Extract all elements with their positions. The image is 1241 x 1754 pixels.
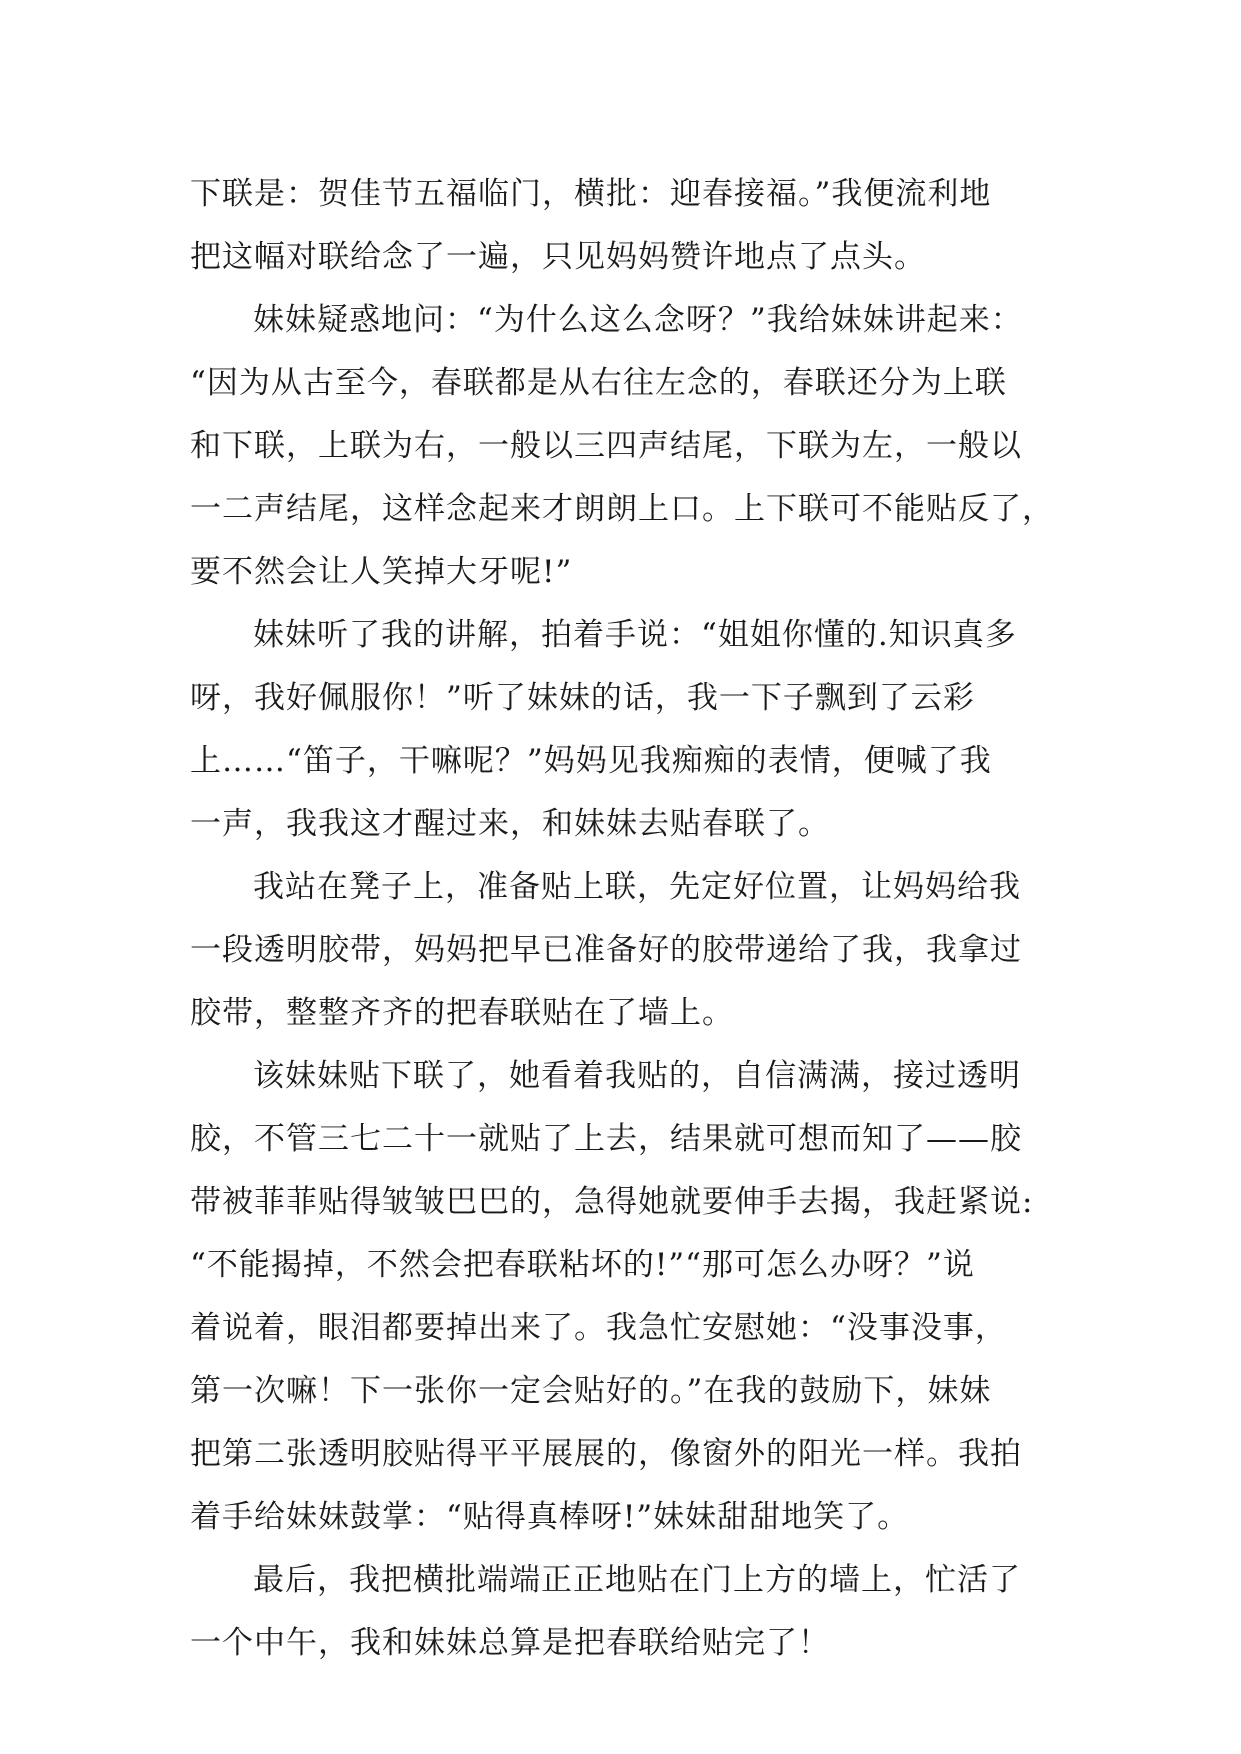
- text-line: 着说着，眼泪都要掉出来了。我急忙安慰她：“没事没事，: [190, 1310, 1007, 1346]
- text-line: 一二声结尾，这样念起来才朗朗上口。上下联可不能贴反了，: [190, 491, 1054, 527]
- text-line: 一声，我我这才醒过来，和妹妹去贴春联了。: [190, 806, 830, 842]
- text-line: “因为从古至今，春联都是从右往左念的，春联还分为上联: [190, 365, 1007, 401]
- text-line: 一段透明胶带，妈妈把早已准备好的胶带递给了我，我拿过: [190, 932, 1022, 968]
- text-line: 下联是：贺佳节五福临门，横批：迎春接福。”我便流利地: [190, 176, 992, 212]
- paragraph-start-line: 最后，我把横批端端正正地贴在门上方的墙上，忙活了: [253, 1562, 1021, 1598]
- text-line: 第一次嘛！下一张你一定会贴好的。”在我的鼓励下，妹妹: [190, 1373, 992, 1409]
- text-line: “不能揭掉，不然会把春联粘坏的!”“那可怎么办呀？”说: [190, 1247, 975, 1283]
- paragraph-start-line: 妹妹听了我的讲解，拍着手说：“姐姐你懂的.知识真多: [253, 617, 1017, 653]
- text-line: 把第二张透明胶贴得平平展展的，像窗外的阳光一样。我拍: [190, 1436, 1022, 1472]
- text-line: 呀，我好佩服你！”听了妹妹的话，我一下子飘到了云彩: [190, 680, 975, 716]
- paragraph-start-line: 该妹妹贴下联了，她看着我贴的，自信满满，接过透明: [253, 1058, 1021, 1094]
- paragraph-start-line: 我站在凳子上，准备贴上联，先定好位置，让妈妈给我: [253, 869, 1021, 905]
- text-line: 和下联，上联为右，一般以三四声结尾，下联为左，一般以: [190, 428, 1022, 464]
- text-line: 着手给妹妹鼓掌：“贴得真棒呀!”妹妹甜甜地笑了。: [190, 1499, 910, 1535]
- paragraph-start-line: 妹妹疑惑地问：“为什么这么念呀？”我给妹妹讲起来：: [253, 302, 1023, 338]
- text-line: 把这幅对联给念了一遍，只见妈妈赞许地点了点头。: [190, 239, 926, 275]
- text-line: 胶，不管三七二十一就贴了上去，结果就可想而知了——胶: [190, 1121, 1022, 1157]
- text-line: 胶带，整整齐齐的把春联贴在了墙上。: [190, 995, 734, 1031]
- essay-body: [190, 163, 1070, 1675]
- text-line: 上……“笛子，干嘛呢？”妈妈见我痴痴的表情，便喊了我: [190, 743, 992, 779]
- text-line: 要不然会让人笑掉大牙呢!”: [190, 554, 573, 590]
- text-line: 一个中午，我和妹妹总算是把春联给贴完了！: [190, 1625, 830, 1661]
- text-line: 带被菲菲贴得皱皱巴巴的，急得她就要伸手去揭，我赶紧说:: [190, 1184, 1034, 1220]
